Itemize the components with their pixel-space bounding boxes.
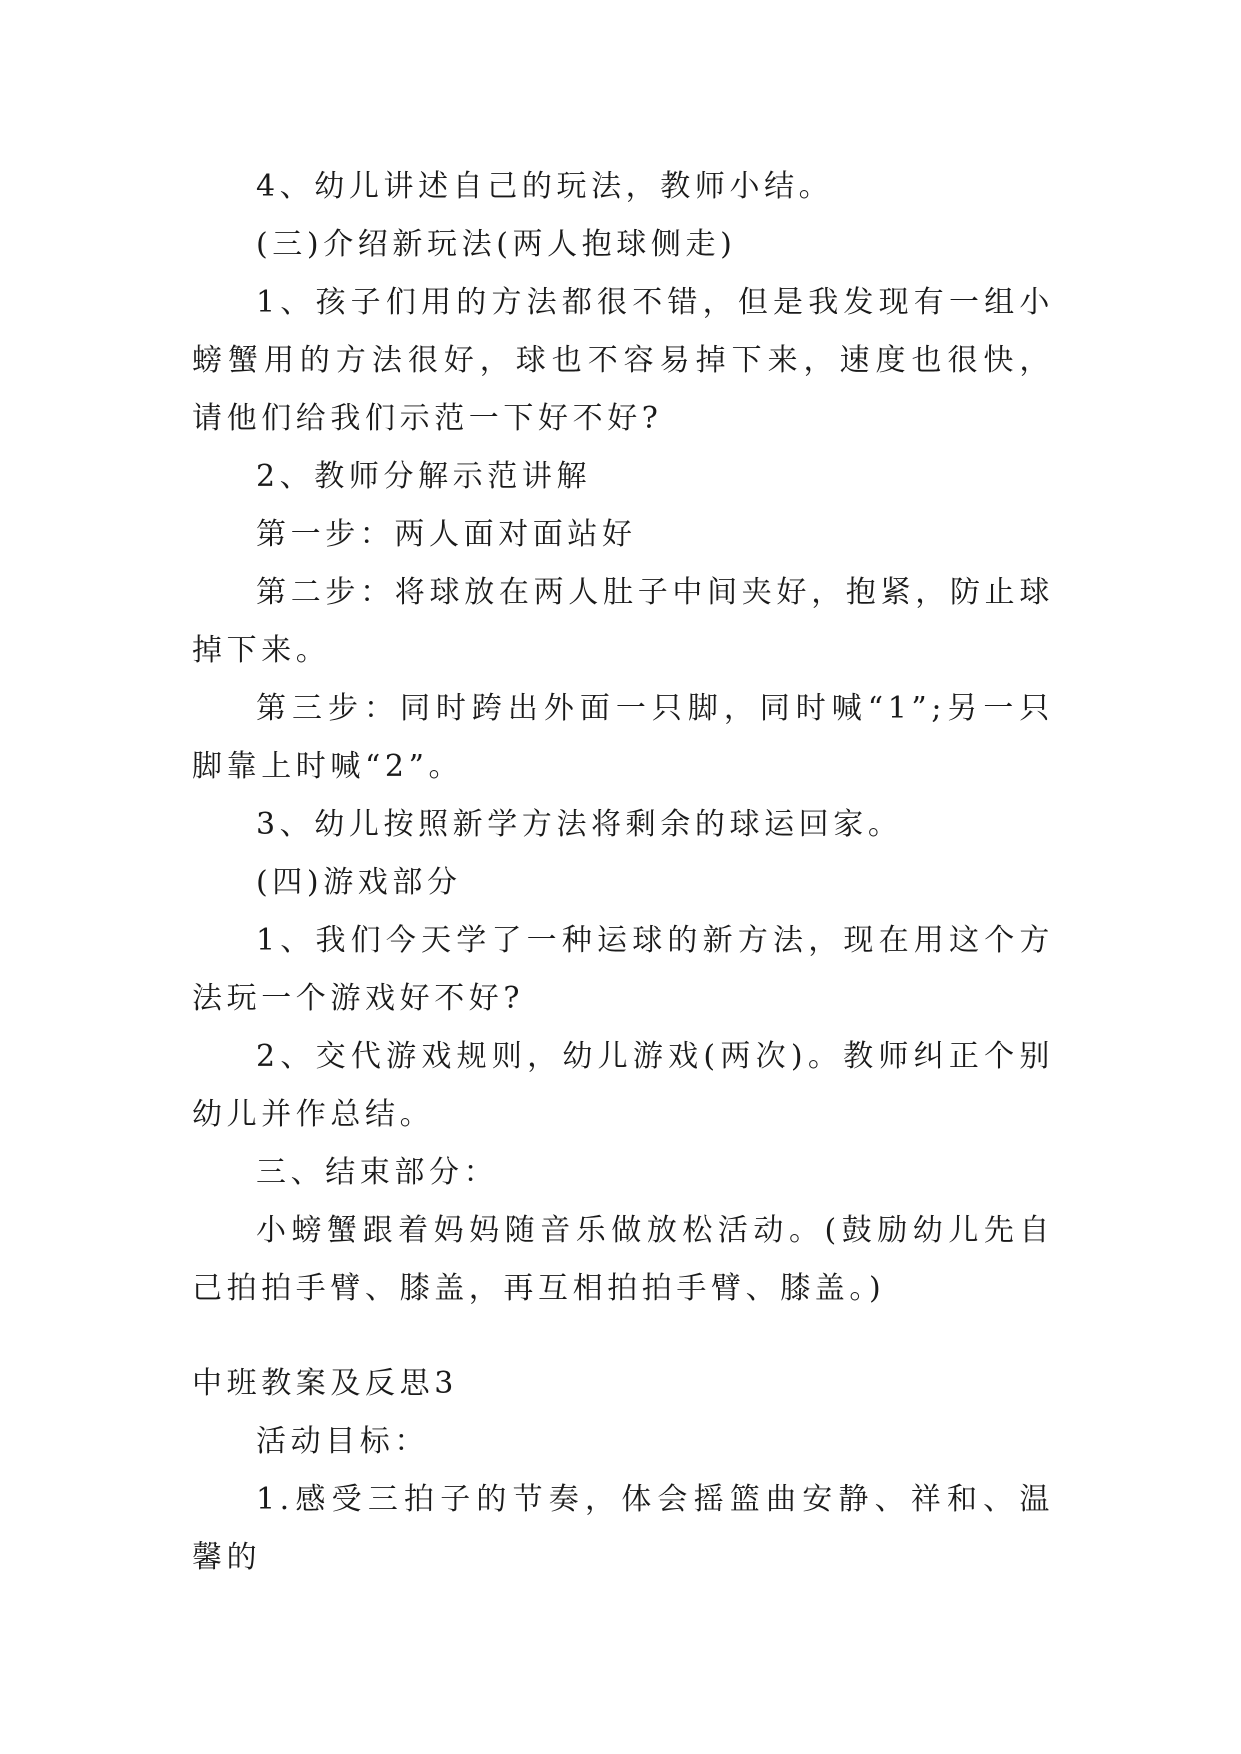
paragraph-teacher-demo: 2、教师分解示范讲解 [256, 459, 592, 494]
paragraph-relax-activity: 小螃蟹跟着妈妈随音乐做放松活动。(鼓励幼儿先自己拍拍手臂、膝盖，再互相拍拍手臂、膝盖。) [192, 1213, 1054, 1306]
paragraph-step4-summary: 4、幼儿讲述自己的玩法，教师小结。 [256, 169, 834, 204]
paragraph-ending-title: 三、结束部分： [256, 1155, 499, 1190]
paragraph-game-rules: 2、交代游戏规则，幼儿游戏(两次)。教师纠正个别幼儿并作总结。 [192, 1039, 1054, 1132]
paragraph-step-two: 第二步：将球放在两人肚子中间夹好，抱紧，防止球掉下来。 [192, 575, 1054, 668]
paragraph-section-three-title: (三)介绍新玩法(两人抱球侧走) [256, 227, 737, 262]
section-heading: 中班教案及反思3 [192, 1366, 458, 1401]
paragraph-goal-one: 1.感受三拍子的节奏，体会摇篮曲安静、祥和、温馨的 [192, 1482, 1054, 1575]
paragraph-game-intro: 1、我们今天学了一种运球的新方法，现在用这个方法玩一个游戏好不好? [192, 923, 1054, 1016]
paragraph-section-four-title: (四)游戏部分 [256, 865, 462, 900]
paragraph-step-one: 第一步：两人面对面站好 [256, 517, 637, 552]
document-body [192, 158, 1054, 1587]
paragraph-step-three: 第三步：同时跨出外面一只脚，同时喊“1”;另一只脚靠上时喊“2”。 [192, 691, 1054, 784]
paragraph-carry-balls-home: 3、幼儿按照新学方法将剩余的球运回家。 [256, 807, 903, 842]
paragraph-new-method-intro: 1、孩子们用的方法都很不错，但是我发现有一组小螃蟹用的方法很好，球也不容易掉下来，速度也很快，请他们给我们示范一下好不好? [192, 285, 1054, 436]
paragraph-activity-goals-title: 活动目标： [256, 1424, 429, 1459]
